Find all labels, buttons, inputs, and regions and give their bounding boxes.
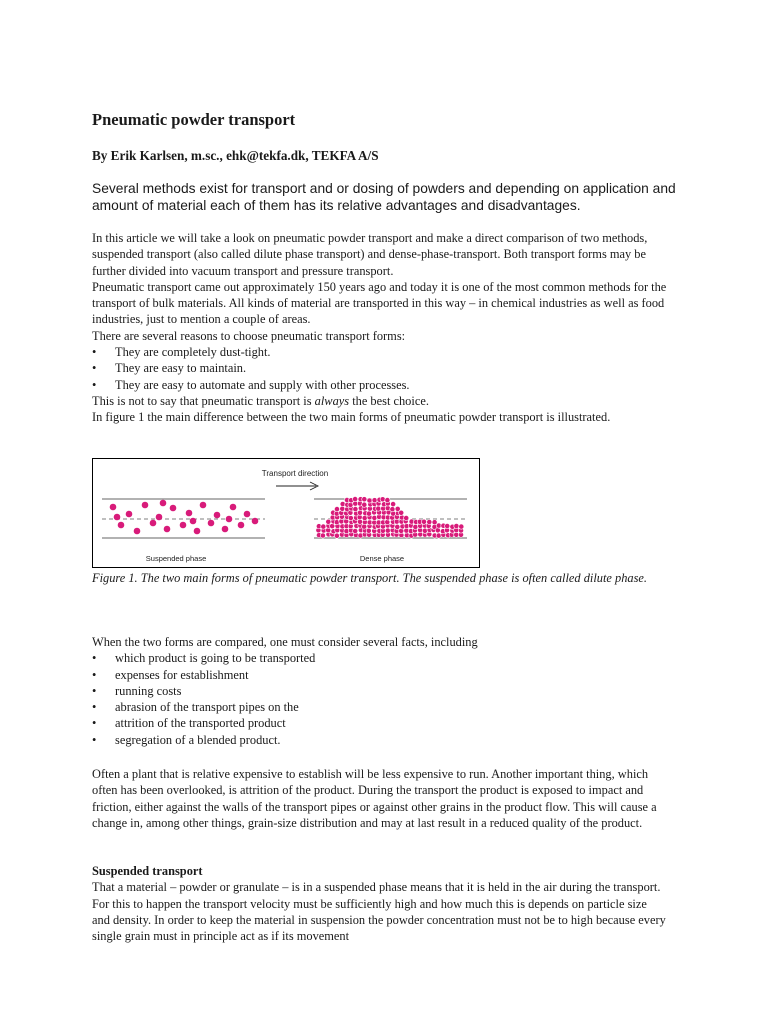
figure-caption: Figure 1. The two main forms of pneumatic powder transport. The suspended phase is often called dilute phase. xyxy=(92,571,648,585)
figure-illustration xyxy=(93,459,479,567)
particle xyxy=(334,507,339,512)
particle xyxy=(110,504,117,511)
list-item: • They are completely dust-tight. xyxy=(92,345,271,360)
particle xyxy=(126,511,133,518)
intro-paragraph-4: This is not to say that pneumatic transport is always the best choice. xyxy=(92,393,429,408)
transport-direction-label: Transport direction xyxy=(261,469,329,478)
particle xyxy=(366,528,371,533)
suspended-phase-label: Suspended phase xyxy=(145,554,207,563)
particle xyxy=(399,510,404,515)
particle xyxy=(391,502,396,507)
particle xyxy=(186,510,193,517)
particle xyxy=(142,502,149,509)
particle xyxy=(334,533,339,538)
particle xyxy=(390,507,395,512)
particle xyxy=(194,528,201,535)
dense-phase-label: Dense phase xyxy=(359,554,405,563)
particle xyxy=(454,523,459,528)
particle xyxy=(208,520,215,527)
bullet-icon: • xyxy=(92,667,97,682)
bullet-icon: • xyxy=(92,732,97,747)
list-item: • They are easy to automate and supply with other processes. xyxy=(92,377,410,392)
intro-paragraph-3: There are several reasons to choose pneumatic transport forms: xyxy=(92,328,406,343)
figure-1 xyxy=(92,458,480,568)
particle xyxy=(226,516,233,523)
lead-paragraph: Several methods exist for transport and or dosing of powders and depending on application and amount of material each of them has its relative advantages and disadvantages. xyxy=(92,181,676,213)
suspended-transport-paragraph: That a material – powder or granulate – is in a suspended phase means that it is held in the air during the transport. For this to happen the transport velocity must be sufficiently high and how much this is depends on particle size and density. In order to keep the material in suspension the powder concentration must not be to high because every single grain must in principle act as if its movement xyxy=(92,880,666,944)
particle xyxy=(164,526,171,533)
particle xyxy=(421,519,426,524)
particle xyxy=(413,524,418,529)
particle xyxy=(353,528,358,533)
particle xyxy=(160,500,167,507)
list-item: • They are easy to maintain. xyxy=(92,361,247,376)
particle xyxy=(445,523,450,528)
intro-paragraph-1: In this article we will take a look on pneumatic powder transport and make a direct comparison of two methods, suspended transport (also called dilute phase transport) and dense-phase-transport. Both transport forms may be further divided into vacuum transport and pressure transport. xyxy=(92,231,648,278)
particle xyxy=(436,533,441,538)
author-byline: By Erik Karlsen, m.sc., ehk@tekfa.dk, TEKFA A/S xyxy=(92,148,379,163)
particle xyxy=(114,514,121,521)
particle xyxy=(330,524,335,529)
particle xyxy=(134,528,141,535)
list-item: • segregation of a blended product. xyxy=(92,732,281,747)
bullet-icon: • xyxy=(92,700,97,715)
bullet-icon: • xyxy=(92,651,97,666)
intro-paragraph-2: Pneumatic transport came out approximately 150 years ago and today it is one of the most common methods for the transport of bulk materials. All kinds of material are transported in this way – in chemical industries as well as food industries, just to mention a couple of areas. xyxy=(92,279,667,327)
list-item: • running costs xyxy=(92,683,182,698)
particle xyxy=(244,511,251,518)
particle xyxy=(238,522,245,529)
particle xyxy=(395,524,400,529)
compare-intro: When the two forms are compared, one must consider several facts, including xyxy=(92,635,478,649)
intro-section xyxy=(92,230,667,426)
particle xyxy=(362,502,367,507)
suspended-particles xyxy=(110,500,259,535)
bullet-icon: • xyxy=(92,377,97,392)
particle xyxy=(222,526,229,533)
particle xyxy=(385,498,390,503)
particle xyxy=(180,522,187,529)
particle xyxy=(156,514,163,521)
list-item: • expenses for establishment xyxy=(92,667,249,682)
particle xyxy=(435,528,440,533)
document-title: Pneumatic powder transport xyxy=(92,110,296,129)
list-item: • abrasion of the transport pipes on the xyxy=(92,700,299,715)
particle xyxy=(118,522,125,529)
list-item: • which product is going to be transported xyxy=(92,651,316,666)
bullet-icon: • xyxy=(92,716,97,731)
particle xyxy=(385,528,390,533)
particle xyxy=(200,502,207,509)
particle xyxy=(353,497,358,502)
particle xyxy=(380,497,385,502)
particle xyxy=(353,507,358,512)
particle xyxy=(170,505,177,512)
particle xyxy=(362,497,367,502)
particle xyxy=(367,498,372,503)
particle xyxy=(252,518,259,525)
bullet-icon: • xyxy=(92,345,97,360)
comparison-section xyxy=(92,634,667,748)
particle xyxy=(404,515,409,520)
reasons-list xyxy=(92,344,667,393)
particle xyxy=(422,528,427,533)
particle xyxy=(376,506,381,511)
particle xyxy=(357,510,362,515)
suspended-transport-heading: Suspended transport xyxy=(92,864,203,878)
list-item: • attrition of the transported product xyxy=(92,716,286,731)
bullet-icon: • xyxy=(92,361,97,376)
attrition-paragraph: Often a plant that is relative expensive to establish will be less expensive to run. Another important thing, which often has been overlooked, is attrition of the product. During the transport the product is exposed to impact and friction, either against the walls of the transport pipes or against other grains in the product flow. This will cause a change in, among other things, grain-size distribution and may at last result in a reduced quality of the product. xyxy=(92,767,657,830)
particle xyxy=(321,524,326,529)
emphasis-always: always xyxy=(314,393,350,408)
particle xyxy=(190,518,197,525)
particle xyxy=(372,515,377,520)
particle xyxy=(326,519,331,524)
particle xyxy=(427,519,432,524)
compare-list xyxy=(92,650,667,748)
particle xyxy=(320,533,325,538)
particle xyxy=(214,512,221,519)
particle xyxy=(230,504,237,511)
particle xyxy=(362,515,367,520)
bullet-icon: • xyxy=(92,683,97,698)
particle xyxy=(340,506,345,511)
particle xyxy=(150,520,157,527)
suspended-transport-section xyxy=(92,863,667,944)
particle xyxy=(366,511,371,516)
dense-particles xyxy=(316,497,464,539)
particle xyxy=(459,524,464,529)
intro-paragraph-5: In figure 1 the main difference between the two main forms of pneumatic powder transport is illustrated. xyxy=(92,410,611,425)
